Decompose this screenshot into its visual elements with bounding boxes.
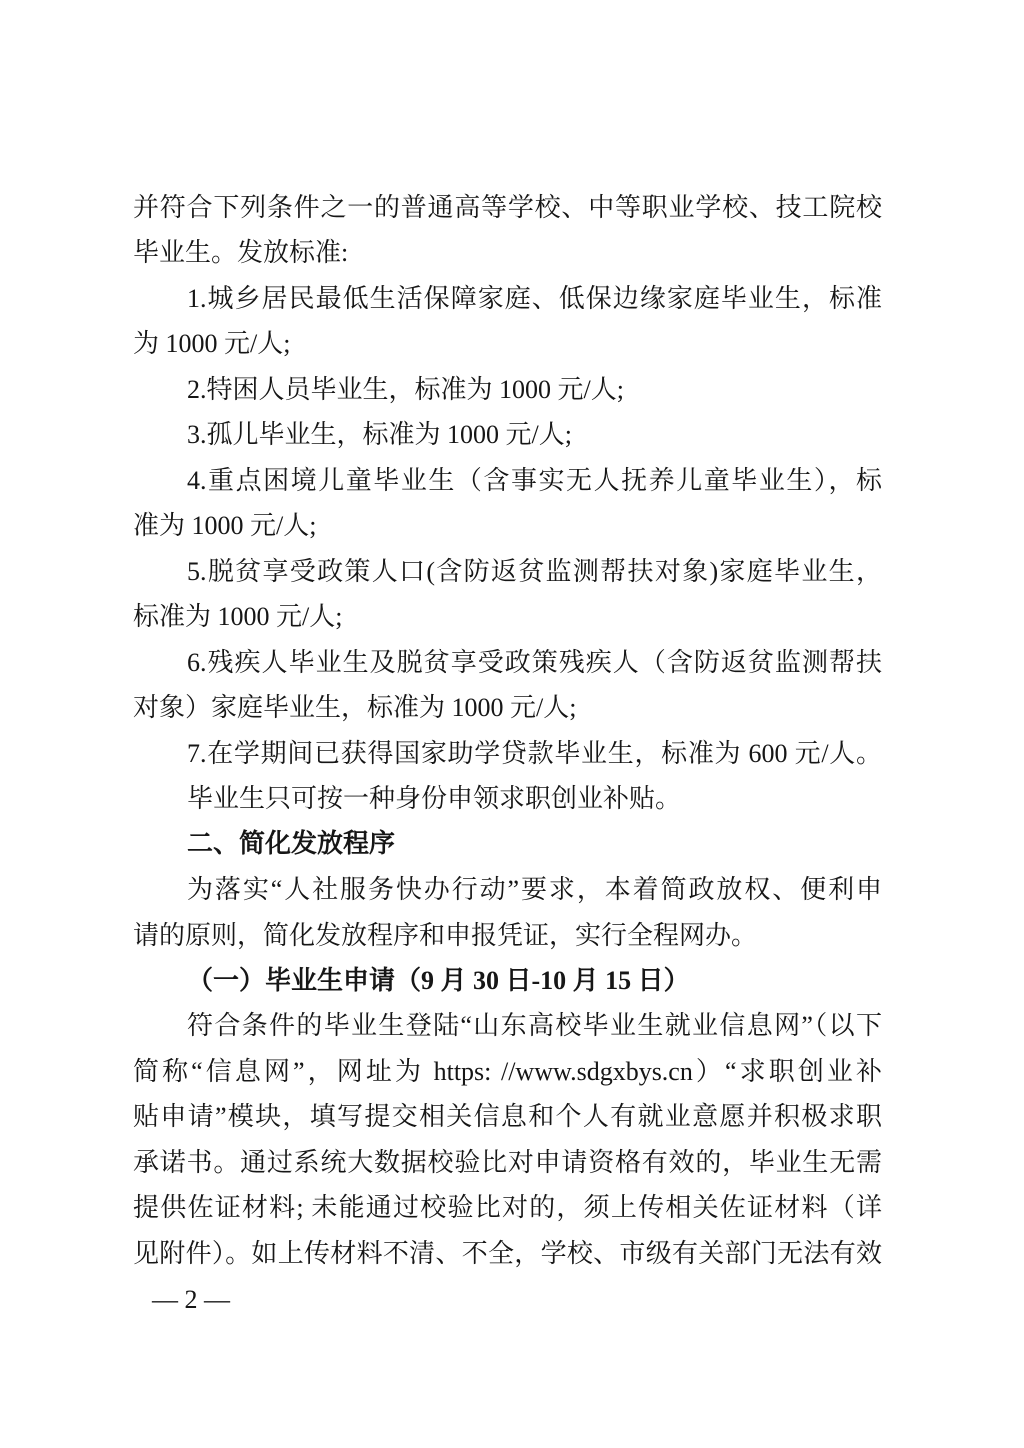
body-line: 请的原则，简化发放程序和申报凭证，实行全程网办。 bbox=[133, 920, 758, 950]
body-line: 毕业生。发放标准: bbox=[133, 238, 349, 268]
list-item: 1.城乡居民最低生活保障家庭、低保边缘家庭毕业生，标准 bbox=[187, 283, 882, 313]
list-item: 2.特困人员毕业生，标准为 1000 元/人; bbox=[187, 374, 624, 404]
body-line: 标准为 1000 元/人; bbox=[133, 602, 343, 632]
subsection-heading: （一）毕业生申请（9 月 30 日-10 月 15 日） bbox=[187, 965, 690, 995]
body-line: 贴申请”模块，填写提交相关信息和个人有就业意愿并积极求职 bbox=[133, 1102, 882, 1132]
list-item: 7.在学期间已获得国家助学贷款毕业生，标准为 600 元/人。 bbox=[187, 738, 882, 768]
list-item: 3.孤儿毕业生，标准为 1000 元/人; bbox=[187, 420, 572, 450]
body-line: 并符合下列条件之一的普通高等学校、中等职业学校、技工院校 bbox=[133, 193, 882, 222]
page-number: — 2 — bbox=[152, 1285, 230, 1314]
body-line: 为落实“人社服务快办行动”要求，本着简政放权、便利申 bbox=[187, 875, 882, 905]
body-line: 毕业生只可按一种身份申领求职创业补贴。 bbox=[187, 784, 682, 814]
body-line: 承诺书。通过系统大数据校验比对申请资格有效的，毕业生无需 bbox=[133, 1147, 882, 1177]
body-line: 准为 1000 元/人; bbox=[133, 511, 317, 541]
list-item: 4.重点困境儿童毕业生（含事实无人抚养儿童毕业生），标 bbox=[187, 465, 882, 495]
body-line: 对象）家庭毕业生，标准为 1000 元/人; bbox=[133, 693, 577, 723]
body-line: 为 1000 元/人; bbox=[133, 329, 291, 359]
body-line: 见附件）。如上传材料不清、不全，学校、市级有关部门无法有效 bbox=[133, 1238, 882, 1268]
body-line: 符合条件的毕业生登陆“山东高校毕业生就业信息网”（以下 bbox=[187, 1011, 882, 1041]
document-body bbox=[133, 185, 882, 1276]
section-heading: 二、简化发放程序 bbox=[187, 828, 396, 859]
body-line: 简称“信息网”，网址为 https: //www.sdgxbys.cn）“求职创业补 bbox=[133, 1056, 882, 1086]
list-item: 5.脱贫享受政策人口(含防返贫监测帮扶对象)家庭毕业生， bbox=[187, 556, 882, 586]
list-item: 6.残疾人毕业生及脱贫享受政策残疾人（含防返贫监测帮扶 bbox=[187, 647, 882, 677]
body-line: 提供佐证材料; 未能通过校验比对的，须上传相关佐证材料（详 bbox=[133, 1193, 882, 1223]
